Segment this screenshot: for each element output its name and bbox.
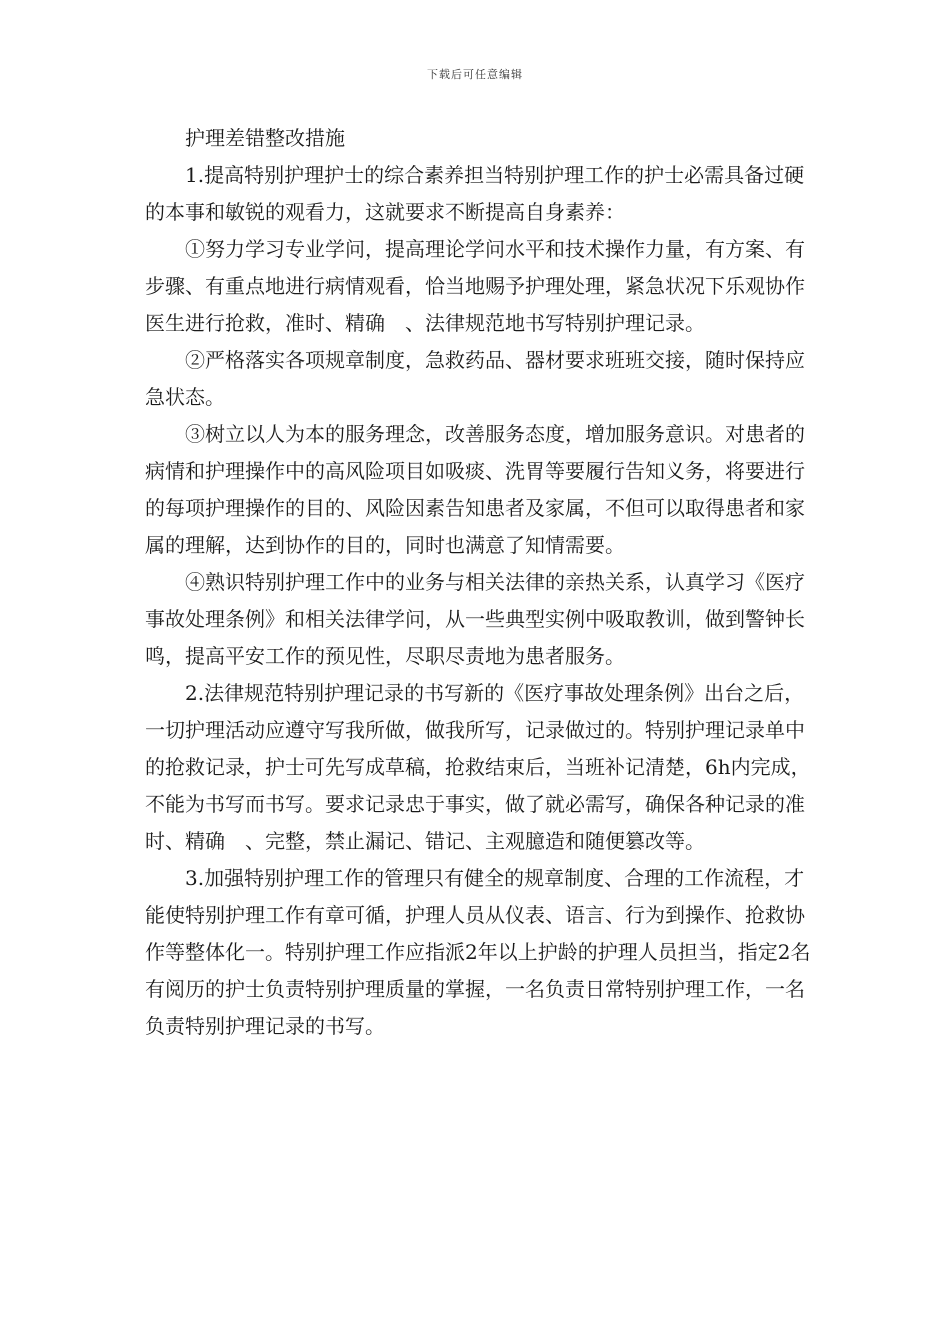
paragraph-1: 1.提高特别护理护士的综合素养担当特别护理工作的护士必需具备过硬的本事和敏锐的观看力，这就要求不断提高自身素养： (145, 163, 805, 224)
paragraph-2: ①努力学习专业学问，提高理论学问水平和技术操作力量，有方案、有步骤、有重点地进行病情观看，恰当地赐予护理处理，紧急状况下乐观协作医生进行抢救，准时、精确 、法律规范地书写特别护理记录。 (145, 237, 805, 335)
paragraph-5: ④熟识特别护理工作中的业务与相关法律的亲热关系，认真学习《医疗事故处理条例》和相关法律学问，从一些典型实例中吸取教训，做到警钟长鸣，提高平安工作的预见性，尽职尽责地为患者服务。 (145, 570, 805, 668)
paragraph-6: 2.法律规范特别护理记录的书写新的《医疗事故处理条例》出台之后，一切护理活动应遵守写我所做，做我所写，记录做过的。特别护理记录单中的抢救记录，护士可先写成草稿，抢救结束后，当班补记清楚，6h内完成，不能为书写而书写。要求记录忠于事实，做了就必需写，确保各种记录的准时、精确 、完整，禁止漏记、错记、主观臆造和随便篡改等。 (145, 681, 811, 853)
document-body (145, 120, 820, 1045)
header-note: 下载后可任意编辑 (427, 68, 523, 81)
paragraph-7: 3.加强特别护理工作的管理只有健全的规章制度、合理的工作流程，才能使特别护理工作有章可循，护理人员从仪表、语言、行为到操作、抢救协作等整体化一。特别护理工作应指派2年以上护龄的护理人员担当，指定2名有阅历的护士负责特别护理质量的掌握，一名负责日常特别护理工作，一名负责特别护理记录的书写。 (145, 866, 811, 1038)
paragraph-3: ②严格落实各项规章制度，急救药品、器材要求班班交接，随时保持应急状态。 (145, 348, 805, 409)
document-title: 护理差错整改措施 (185, 126, 345, 150)
paragraph-4: ③树立以人为本的服务理念，改善服务态度，增加服务意识。对患者的病情和护理操作中的高风险项目如吸痰、洗胃等要履行告知义务，将要进行的每项护理操作的目的、风险因素告知患者及家属，不但可以取得患者和家属的理解，达到协作的目的，同时也满意了知情需要。 (145, 422, 805, 557)
